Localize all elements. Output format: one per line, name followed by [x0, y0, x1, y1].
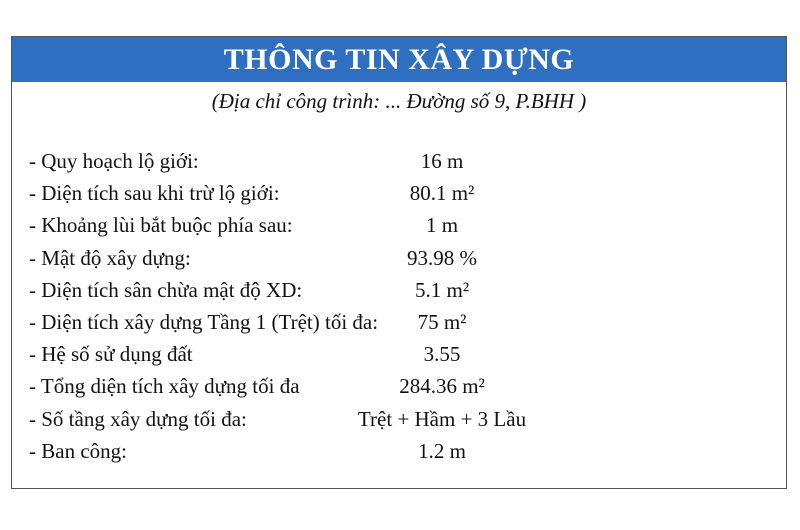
spec-label: - Quy hoạch lộ giới: [29, 149, 199, 173]
spec-label: - Mật độ xây dựng: [29, 245, 191, 270]
title-banner [12, 37, 786, 82]
spec-row: - Khoảng lùi bắt buộc phía sau: 1 m [29, 213, 459, 238]
spec-row: - Số tầng xây dựng tối đa: Trệt + Hầm + 3 Lầu [29, 406, 527, 431]
address-subtitle: (Địa chỉ công trình: ... Đường số 9, P.BHH ) [211, 89, 587, 113]
spec-label: - Diện tích xây dựng Tầng 1 (Trệt) tối đa: [29, 309, 379, 334]
spec-label: - Tổng diện tích xây dựng tối đa [29, 374, 300, 399]
spec-label: - Hệ số sử dụng đất [29, 342, 193, 367]
spec-row: - Diện tích sau khi trừ lộ giới: 80.1 m² [29, 181, 475, 206]
page-title: THÔNG TIN XÂY DỰNG [223, 42, 575, 76]
spec-row: - Tổng diện tích xây dựng tối đa 284.36 m² [29, 374, 485, 399]
spec-row: - Diện tích sân chừa mật độ XD: 5.1 m² [29, 277, 470, 302]
spec-row: - Quy hoạch lộ giới: 16 m [29, 149, 464, 173]
spec-row: - Mật độ xây dựng: 93.98 % [29, 245, 477, 270]
spec-row: - Diện tích xây dựng Tầng 1 (Trệt) tối đa: 75 m² [29, 309, 467, 334]
spec-label: - Số tầng xây dựng tối đa: [29, 406, 247, 431]
spec-label: - Khoảng lùi bắt buộc phía sau: [29, 213, 293, 238]
spec-row: - Ban công: 1.2 m [29, 438, 466, 463]
spec-label: - Diện tích sau khi trừ lộ giới: [29, 181, 280, 206]
info-panel [11, 36, 787, 489]
spec-list [12, 149, 786, 471]
spec-label: - Ban công: [29, 438, 127, 463]
spec-label: - Diện tích sân chừa mật độ XD: [29, 277, 303, 302]
spec-row: - Hệ số sử dụng đất 3.55 [29, 342, 461, 367]
